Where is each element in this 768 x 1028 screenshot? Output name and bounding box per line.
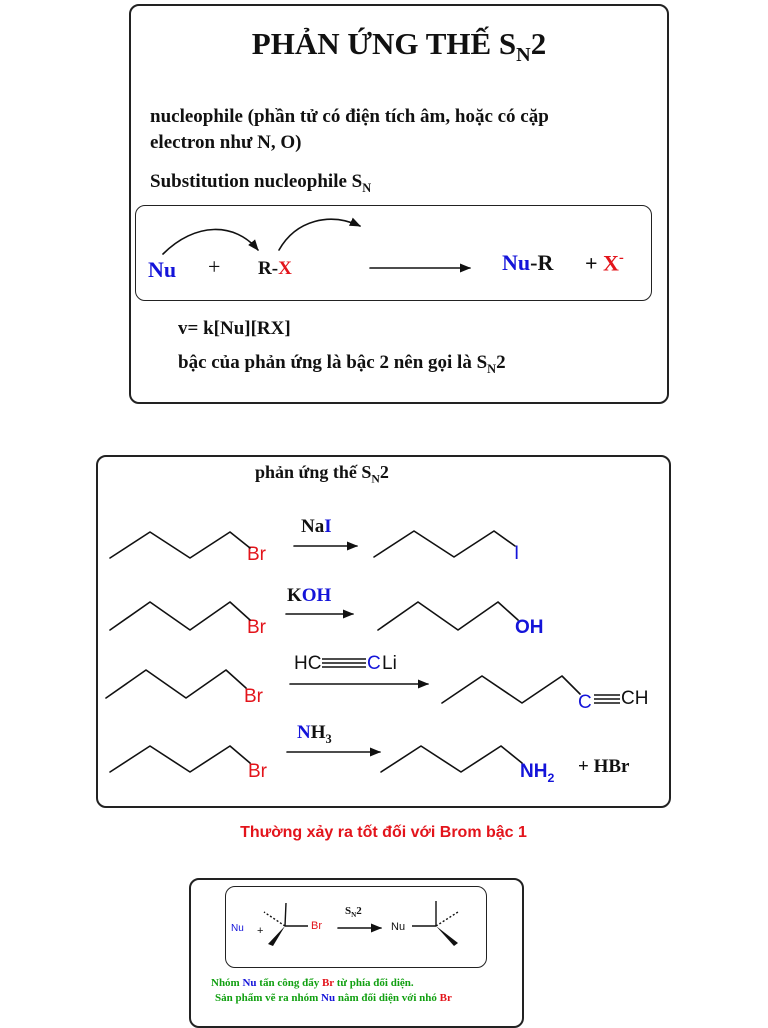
stereo-plus-sign: + [257,925,264,937]
leaving-group-label: + X- [585,250,624,276]
bromide-label-4: Br [248,761,267,782]
product-hydroxyl-label: OH [515,617,544,638]
reagent-ammonia: $NH_3$ [297,722,332,746]
butyl-bromide-chain-4 [110,746,250,772]
substitution-nucleophile-label: Substitution nucleophile $S_N$ [150,171,372,195]
butyl-bromide-chain-1 [110,532,250,558]
butyl-bromide-chain-2 [110,602,250,630]
primary-bromide-note: Thường xảy ra tốt đối với Brom bậc 1 [240,824,527,841]
nucleophile-definition-line-2: electron như N, O) [150,132,302,153]
examples-header: phản ứng thế $S_N2$ [255,462,389,486]
butylamine-chain [381,746,522,772]
hexyne-chain [442,676,580,703]
nucleophile-label: Nu [148,257,177,282]
inversion-note-1: Nhóm Nu tấn công đẩy Br từ phía đối diện. [211,977,414,989]
butyl-iodide-chain [374,531,515,557]
reagent-triple-bond [322,659,366,667]
reagent-lithium-acetylide-li: Li [382,653,397,674]
reaction-order-note: bậc của phản ứng là bậc 2 nên gọi là $S_N2$ [178,352,506,376]
product-alkyne-ch-label: CH [621,688,649,709]
bromide-label-2: Br [247,617,266,638]
butanol-chain [378,602,518,630]
stereo-arrow-label: $S_N2$ [345,905,362,920]
product-label: Nu-R [502,250,554,275]
butyl-bromide-chain-3 [106,670,246,698]
hbr-byproduct: + HBr [578,756,630,777]
reagent-koh: KOH [287,585,332,606]
bromide-label-3: Br [244,686,263,707]
rate-law: v= k[Nu][RX] [178,318,291,339]
product-triple-bond [594,695,620,703]
product-iodide-label: I [514,543,520,564]
leaving-curved-arrow [279,219,360,250]
product-amine-label: $NH_2$ [520,761,555,785]
product-alkyne-c-label: C [578,692,592,713]
reagent-lithium-acetylide-hc: HC [294,653,322,674]
stereo-nucleophile-label: Nu [231,923,244,934]
inversion-note-2: Sản phẩm vẽ ra nhóm Nu nằm đối diện với nhó Br [215,992,452,1004]
attack-curved-arrow [163,229,258,254]
stereo-bromide-label: Br [311,920,322,932]
substrate-label: R-X [258,258,292,279]
reagent-lithium-acetylide-c: C [367,653,381,674]
plus-sign: + [208,254,221,279]
bromide-label-1: Br [247,544,266,565]
stereo-product-nu-label: Nu [391,921,406,933]
page-title: PHẢN ỨNG THẾ $S_N2$ [251,26,547,67]
tert-butyl-product-structure [412,901,458,946]
tert-butyl-bromide-structure [264,903,308,946]
reagent-nai: NaI [301,516,332,537]
nucleophile-definition-line-1: nucleophile (phần tử có điện tích âm, hoặc có cặp [150,106,549,127]
